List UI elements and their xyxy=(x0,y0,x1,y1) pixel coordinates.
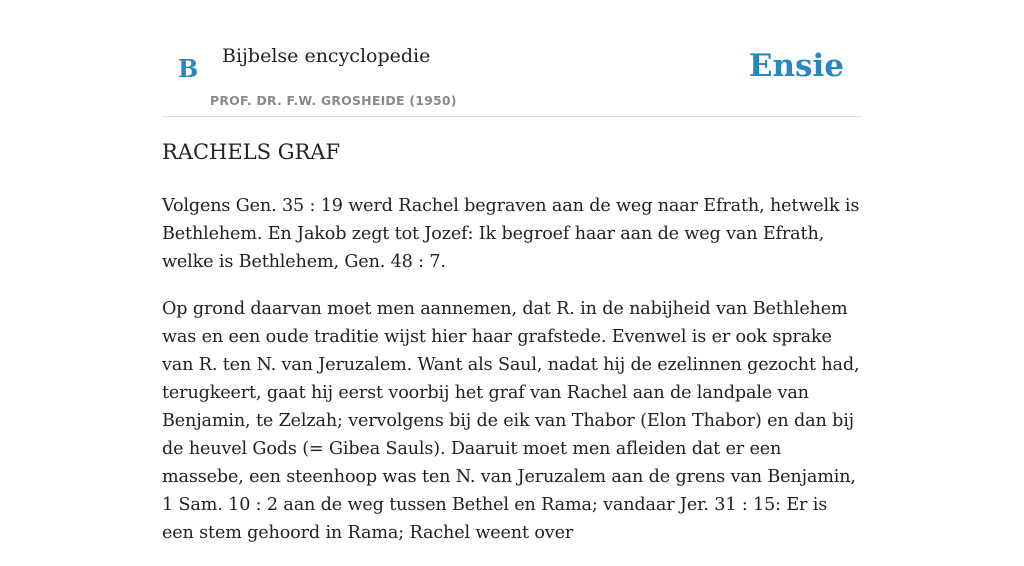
book-title-link[interactable]: Bijbelse encyclopedie xyxy=(222,45,431,67)
book-author-link[interactable]: PROF. DR. F.W. GROSHEIDE (1950) xyxy=(210,93,457,108)
article-body xyxy=(162,192,862,566)
article-paragraph: Volgens Gen. 35 : 19 werd Rachel begraven aan de weg naar Efrath, hetwelk is Bethlehem. En Jakob zegt tot Jozef: Ik begroef haar aan de weg van Efrath, welke is Bethlehem, Gen. 48 : 7. xyxy=(162,196,860,272)
book-letter-icon: B xyxy=(178,54,199,83)
page xyxy=(162,0,862,543)
book-header xyxy=(162,0,862,117)
brand-logo-link[interactable]: Ensie xyxy=(748,48,844,84)
article-title: RACHELS GRAF xyxy=(162,140,341,164)
article-paragraph: Op grond daarvan moet men aannemen, dat R. in de nabijheid van Bethlehem was en een oude traditie wijst hier haar grafstede. Evenwel is er ook sprake van R. ten N. van Jeruzalem. Want als Saul, nadat hij de ezelinnen gezocht had, terugkeert, gaat hij eerst voorbij het graf van Rachel aan de landpale van Benjamin, te Zelzah; vervolgens bij de eik van Thabor (Elon Thabor) en dan bij de heuvel Gods (= Gibea Sauls). Daaruit moet men afleiden dat er een massebe, een steenhoop was ten N. van Jeruzalem aan de grens van Benjamin, 1 Sam. 10 : 2 aan de weg tussen Bethel en Rama; vandaar Jer. 31 : 15: Er is een stem gehoord in Rama; Rachel weent over xyxy=(162,299,860,543)
